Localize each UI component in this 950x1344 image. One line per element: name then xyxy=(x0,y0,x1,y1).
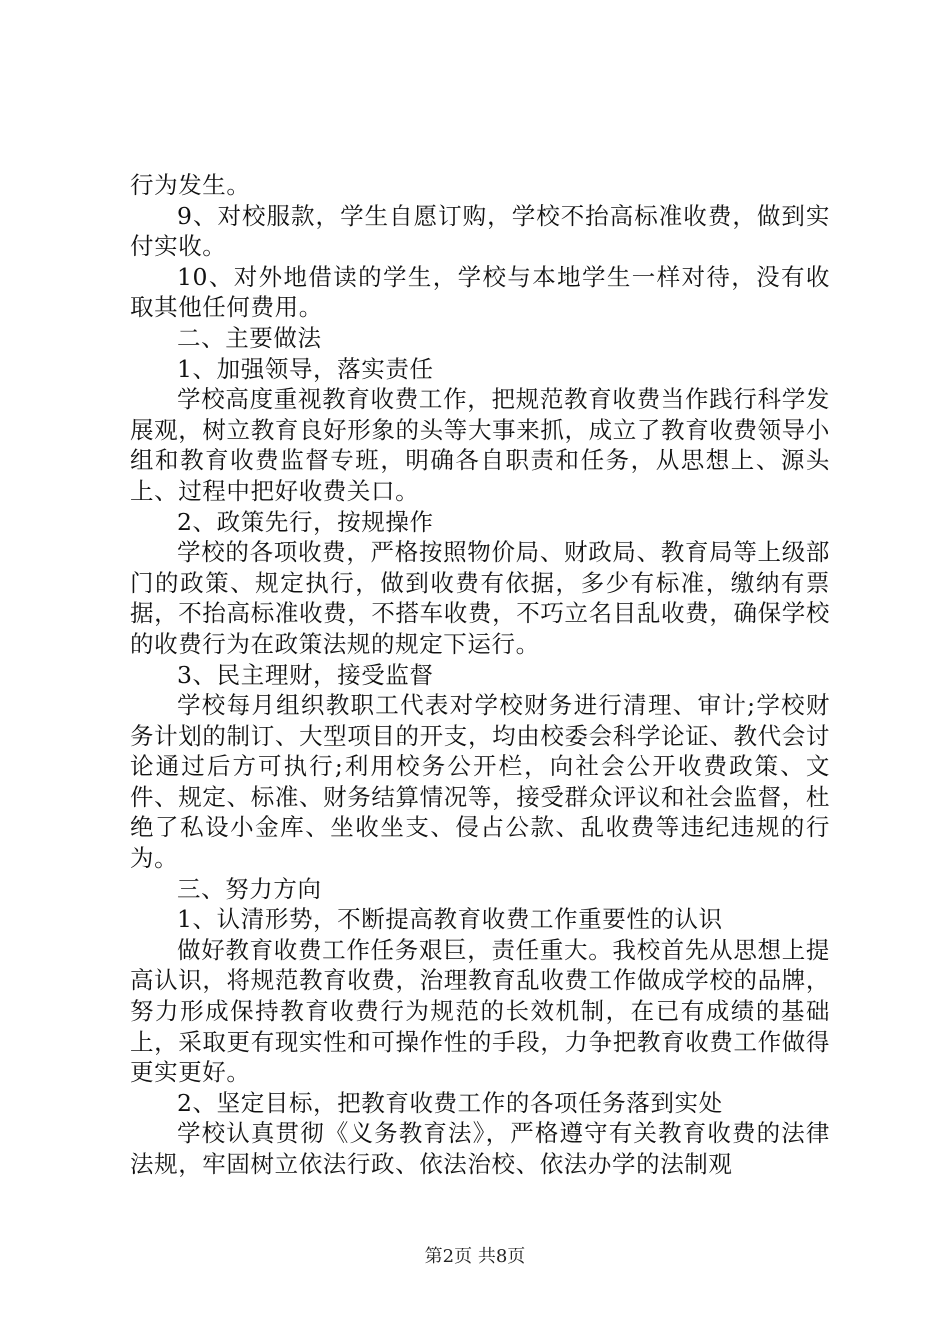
paragraph-policy: 学校的各项收费，严格按照物价局、财政局、教育局等上级部门的政策、规定执行，做到收费有依据，多少有标准，缴纳有票据，不抬高标准收费，不搭车收费，不巧立名目乱收费，确保学校的收费行为在政策法规的规定下运行。 xyxy=(130,538,830,658)
subheading-supervision: 3、民主理财，接受监督 xyxy=(177,660,434,689)
paragraph-awareness: 做好教育收费工作任务艰巨，责任重大。我校首先从思想上提高认识，将规范教育收费，治理教育乱收费工作做成学校的品牌，努力形成保持教育收费行为规范的长效机制，在已有成绩的基础上，采取更有现实性和可操作性的手段，力争把教育收费工作做得更实更好。 xyxy=(130,935,830,1087)
paragraph-item-9: 9、对校服款，学生自愿订购，学校不抬高标准收费，做到实付实收。 xyxy=(130,201,830,261)
paragraph-continuation: 行为发生。 xyxy=(130,171,251,199)
paragraph-item-10: 10、对外地借读的学生，学校与本地学生一样对待，没有收取其他任何费用。 xyxy=(130,262,830,322)
subheading-policy: 2、政策先行，按规操作 xyxy=(177,507,434,536)
paragraph-leadership: 学校高度重视教育收费工作，把规范教育收费当作践行科学发展观，树立教育良好形象的头等大事来抓，成立了教育收费领导小组和教育收费监督专班，明确各自职责和任务，从思想上、源头上、过程中把好收费关口。 xyxy=(130,385,830,505)
subheading-awareness: 1、认清形势，不断提高教育收费工作重要性的认识 xyxy=(177,905,723,934)
paragraph-goals: 学校认真贯彻《义务教育法》，严格遵守有关教育收费的法律法规，牢固树立依法行政、依法治校、依法办学的法制观 xyxy=(130,1119,830,1178)
subheading-goals: 2、坚定目标，把教育收费工作的各项任务落到实处 xyxy=(177,1088,723,1117)
section-heading-main-practices: 二、主要做法 xyxy=(177,323,322,352)
subheading-leadership: 1、加强领导，落实责任 xyxy=(177,354,434,383)
document-body xyxy=(130,170,830,1180)
paragraph-supervision: 学校每月组织教职工代表对学校财务进行清理、审计;学校财务计划的制订、大型项目的开支，均由校委会科学论证、教代会讨论通过后方可执行;利用校务公开栏，向社会公开收费政策、文件、规定、标准、财务结算情况等，接受群众评议和社会监督，杜绝了私设小金库、坐收坐支、侵占公款、乱收费等违纪违规的行为。 xyxy=(130,691,830,873)
page-number-footer: 第2页 共8页 xyxy=(424,1246,526,1267)
section-heading-direction: 三、努力方向 xyxy=(177,874,322,903)
